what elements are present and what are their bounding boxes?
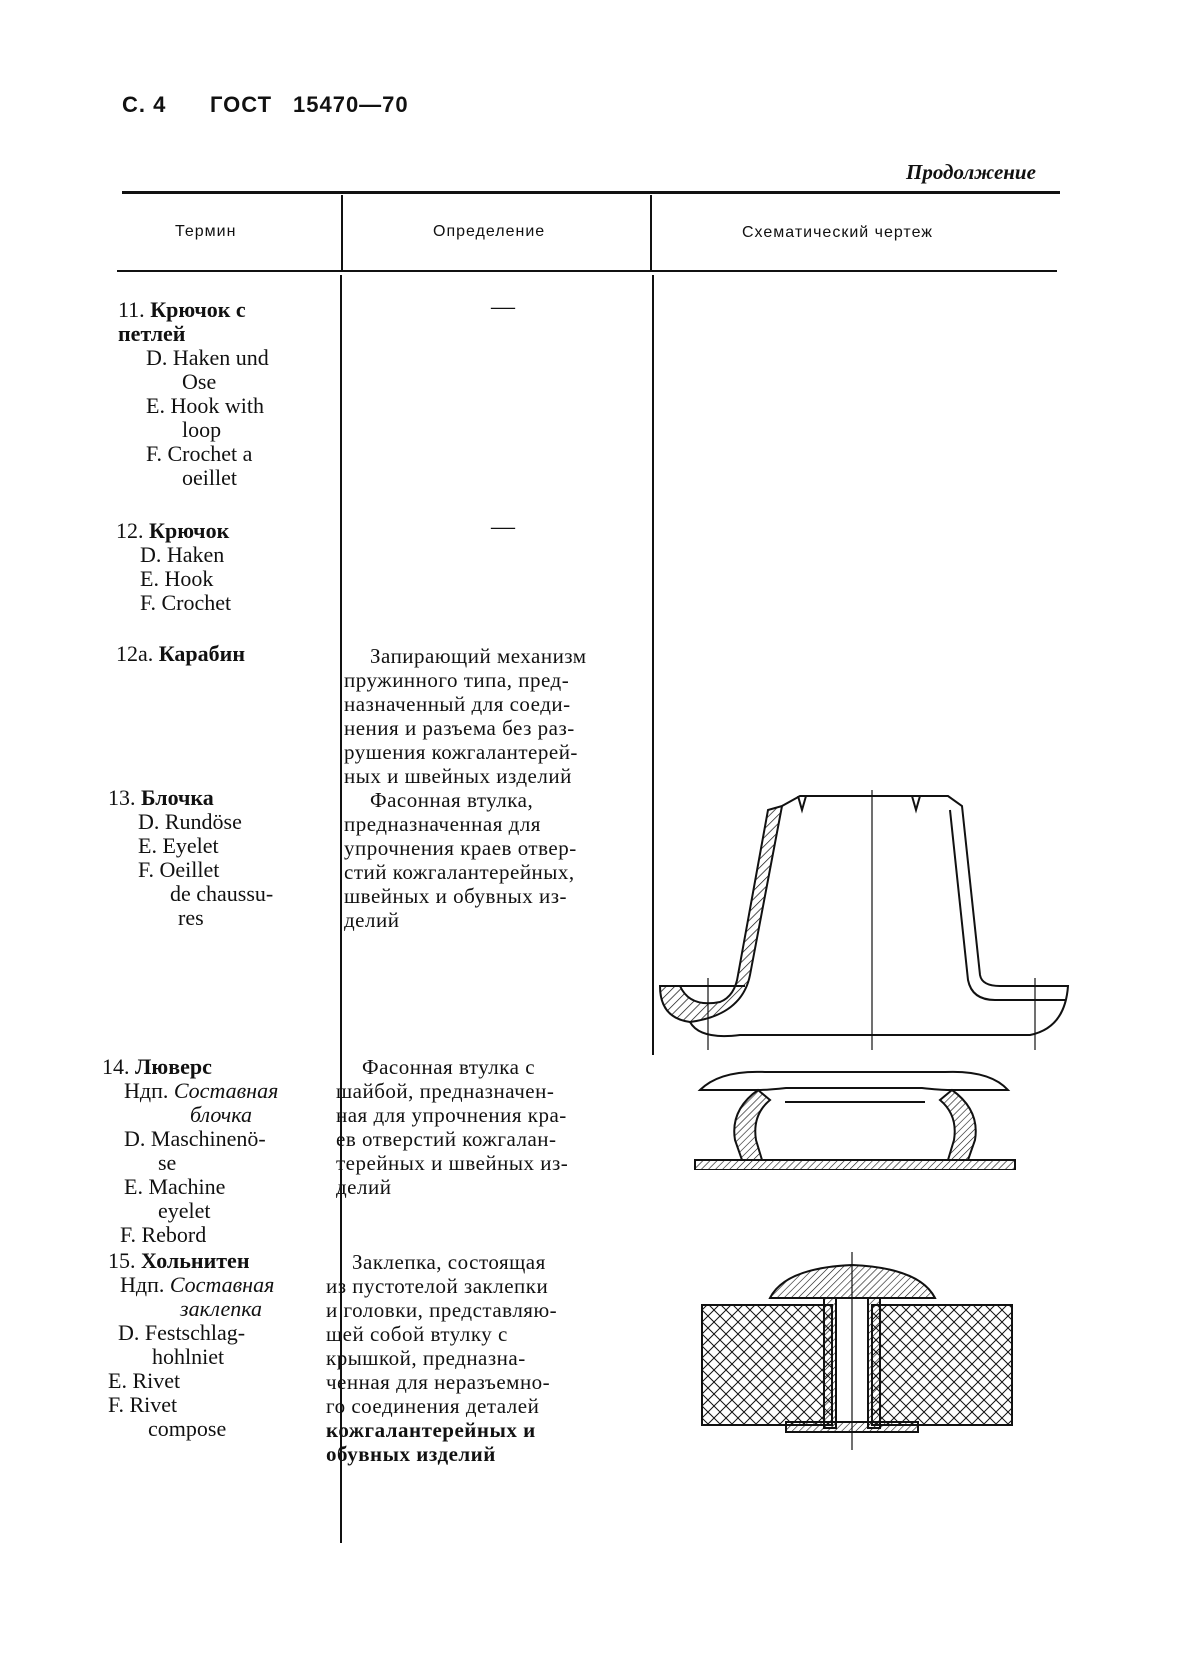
entry-14-definition xyxy=(336,1055,632,1199)
ndp-label: Ндп. xyxy=(120,1272,165,1297)
translation-de: D. Haken und xyxy=(146,345,269,370)
translation-fr: F. Rivet xyxy=(108,1392,178,1417)
entry-number: 12а. xyxy=(116,641,154,666)
entry-title: Люверс xyxy=(135,1054,212,1079)
definition-line: из пустотелой заклепки xyxy=(326,1274,549,1298)
entry-13-term xyxy=(108,786,273,930)
definition-line: Запирающий механизм xyxy=(370,644,587,668)
definition-line: щей собой втулку с xyxy=(326,1322,508,1346)
standard-number: 15470—70 xyxy=(293,92,409,117)
table-header-rule xyxy=(117,270,1057,272)
definition-line: предназначенная для xyxy=(344,812,541,836)
entry-title: Блочка xyxy=(141,785,214,810)
entry-11-definition-dash: — xyxy=(491,294,515,320)
column-divider-1-head xyxy=(341,195,343,270)
table-top-rule xyxy=(122,191,1060,194)
definition-line: делий xyxy=(344,908,400,932)
translation-en: E. Machine xyxy=(124,1174,226,1199)
entry-number: 13. xyxy=(108,785,136,810)
translation-en: loop xyxy=(182,417,222,442)
continuation-label: Продолжение xyxy=(906,160,1036,184)
translation-fr: F. Crochet xyxy=(140,590,232,615)
definition-line: ев отверстий кожгалан- xyxy=(336,1127,557,1151)
translation-de: D. Maschinenö- xyxy=(124,1126,266,1151)
ndp-label: Ндп. xyxy=(124,1078,169,1103)
translation-fr: de chaussu- xyxy=(170,881,274,906)
ndp-term: заклепка xyxy=(180,1296,262,1321)
translation-fr: oeillet xyxy=(182,465,237,490)
definition-line: назначенный для соеди- xyxy=(344,692,571,716)
translation-de: D. Rundöse xyxy=(138,809,242,834)
definition-line: ная для упрочнения кра- xyxy=(336,1103,567,1127)
translation-de: D. Haken xyxy=(140,542,225,567)
translation-fr: res xyxy=(178,905,204,930)
entry-title: Крючок xyxy=(149,518,230,543)
entry-number: 14. xyxy=(102,1054,130,1079)
translation-en: E. Hook with xyxy=(146,393,264,418)
translation-en: eyelet xyxy=(158,1198,211,1223)
translation-en: E. Hook xyxy=(140,566,214,591)
definition-line: рушения кожгалантерей- xyxy=(344,740,578,764)
definition-line: Фасонная втулка, xyxy=(370,788,534,812)
ndp-term: Составная xyxy=(173,1078,279,1103)
entry-13-definition xyxy=(344,788,636,932)
definition-line: Заклепка, состоящая xyxy=(352,1250,546,1274)
standard-label: ГОСТ xyxy=(210,92,273,117)
column-header-definition: Определение xyxy=(433,223,546,240)
entry-title: Карабин xyxy=(158,641,246,666)
definition-line: ных и швейных изделий xyxy=(344,764,572,788)
translation-fr: F. Oeillet xyxy=(138,857,220,882)
definition-line: Фасонная втулка с xyxy=(362,1055,536,1079)
page-number: С. 4 xyxy=(122,92,167,117)
entry-title: Крючок с xyxy=(150,297,246,322)
entry-14-term xyxy=(102,1055,278,1247)
definition-line: и головки, представляю- xyxy=(326,1298,558,1322)
definition-line: швейных и обувных из- xyxy=(344,884,568,908)
definition-line-bold: обувных изделий xyxy=(326,1442,496,1466)
definition-line: стий кожгалантерейных, xyxy=(344,860,575,884)
translation-de: hohlniet xyxy=(152,1344,225,1369)
definition-line: крышкой, предназна- xyxy=(326,1346,526,1370)
grommet-section-icon xyxy=(690,1060,1020,1170)
translation-de: Ose xyxy=(182,369,217,394)
column-header-drawing: Схематический чертеж xyxy=(742,224,933,241)
entry-12-term xyxy=(116,519,231,615)
translation-de: D. Festschlag- xyxy=(118,1320,246,1345)
entry-12a-definition xyxy=(344,644,636,788)
translation-fr: compose xyxy=(148,1416,227,1441)
translation-en: E. Eyelet xyxy=(138,833,219,858)
definition-line: делий xyxy=(336,1175,392,1199)
entry-15-term xyxy=(108,1249,274,1441)
entry-12a-term xyxy=(116,642,245,666)
definition-line: шайбой, предназначен- xyxy=(336,1079,555,1103)
entry-number: 15. xyxy=(108,1248,136,1273)
definition-line: упрочнения краев отвер- xyxy=(344,836,577,860)
ndp-term: блочка xyxy=(190,1102,253,1127)
eyelet-section-icon xyxy=(650,790,1070,1050)
definition-line: пружинного типа, пред- xyxy=(344,668,570,692)
translation-en: E. Rivet xyxy=(108,1368,181,1393)
entry-11-term xyxy=(118,298,269,490)
translation-fr: F. Rebord xyxy=(120,1222,207,1247)
definition-line: терейных и швейных из- xyxy=(336,1151,569,1175)
definition-line: нения и разъема без раз- xyxy=(344,716,575,740)
rivet-section-icon xyxy=(690,1250,1020,1450)
entry-15-definition xyxy=(326,1250,634,1466)
entry-number: 12. xyxy=(116,518,144,543)
definition-line-bold: кожгалантерейных и xyxy=(326,1418,536,1442)
definition-line: ченная для неразъемно- xyxy=(326,1370,551,1394)
entry-number: 11. xyxy=(118,297,145,322)
column-header-term: Термин xyxy=(175,223,237,240)
column-divider-2-head xyxy=(650,195,652,270)
ndp-term: Составная xyxy=(169,1272,275,1297)
entry-12-definition-dash: — xyxy=(491,514,515,540)
translation-fr: F. Crochet a xyxy=(146,441,253,466)
entry-title: петлей xyxy=(118,321,186,346)
definition-line: го соединения деталей xyxy=(326,1394,540,1418)
translation-de: se xyxy=(158,1150,177,1175)
entry-title: Хольнитен xyxy=(141,1248,250,1273)
